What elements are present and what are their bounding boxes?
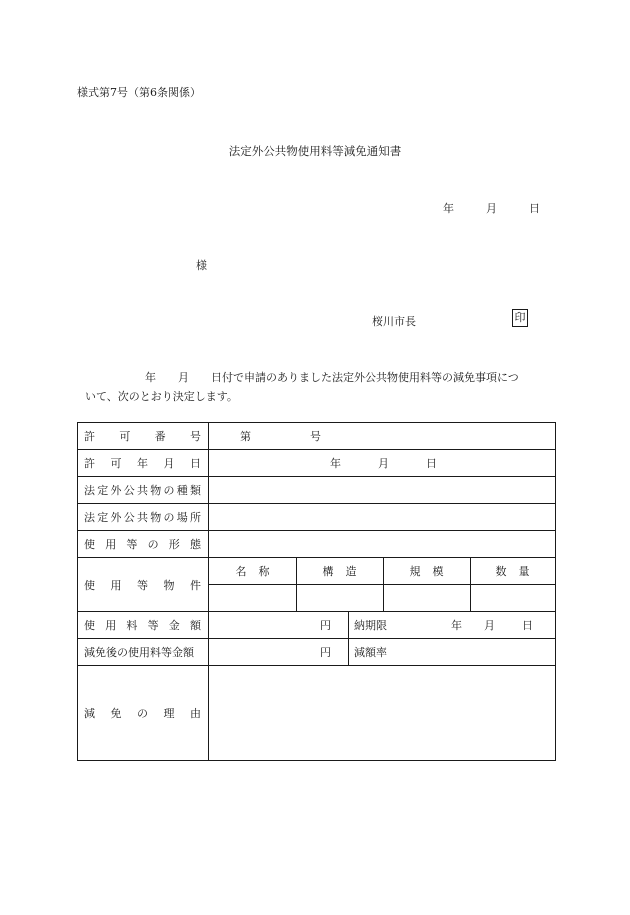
label-char: 物 (150, 484, 162, 497)
permit-number-prefix: 第 (240, 430, 251, 443)
reduction-rate-label: 減額率 (354, 646, 387, 659)
label-char: 許 (84, 457, 95, 470)
row-reason (78, 666, 555, 760)
label-char: 法 (84, 484, 95, 497)
row-usage-object (78, 558, 555, 612)
row-kind (78, 477, 555, 504)
object-col-structure (296, 558, 383, 584)
document-title: 法定外公共物使用料等減免通知書 (228, 144, 402, 158)
label-char: 外 (110, 484, 122, 497)
label-char: 号 (189, 430, 201, 443)
label-char: 用 (105, 538, 117, 551)
label-char: 外 (110, 511, 122, 524)
label-char: 額 (189, 619, 201, 632)
label-char: 用 (110, 578, 122, 592)
label-char: 用 (105, 619, 117, 632)
label-char: の (147, 538, 159, 551)
row-label-text (84, 577, 201, 593)
object-col-name (209, 558, 296, 584)
label-reason (78, 666, 209, 760)
row-label-text (84, 536, 201, 552)
label-char: 使 (84, 538, 95, 551)
notice-body (77, 368, 557, 406)
due-date-label: 納期限 (354, 619, 387, 632)
label-char: 公 (123, 511, 135, 524)
label-char: 可 (119, 430, 131, 443)
form-number: 様式第7号（第6条関係） (77, 86, 201, 99)
notice-body-line1: 年 月 日付で申請のありました法定外公共物使用料等の減免事項につ (145, 371, 519, 384)
row-label-text (84, 509, 201, 525)
issuer-name: 桜川市長 (372, 315, 416, 328)
column-header-text: 数量 (495, 565, 542, 578)
label-char: 定 (97, 511, 109, 524)
row-fee (78, 612, 555, 639)
label-char: 減 (84, 707, 95, 720)
label-char: 物 (163, 578, 175, 592)
object-header-divider (209, 584, 555, 585)
label-char: 等 (147, 619, 159, 632)
row-label-text (84, 617, 201, 633)
permit-number-suffix: 号 (310, 430, 321, 443)
label-char: 共 (137, 484, 148, 497)
row-permit-date (78, 450, 555, 477)
label-char: 月 (163, 457, 175, 470)
label-char: 金 (168, 619, 180, 632)
permit-date-year: 年 (330, 457, 341, 470)
notice-form-table (77, 422, 556, 761)
label-fee (78, 612, 209, 638)
label-usage-form (78, 531, 209, 557)
label-char: 所 (190, 511, 201, 524)
label-char: 由 (190, 707, 201, 720)
row-fee-after (78, 639, 555, 666)
label-char: 使 (84, 619, 95, 632)
date-month: 月 (486, 202, 497, 215)
label-permit-number (78, 423, 209, 449)
label-char: 公 (123, 484, 135, 497)
row-label-text (84, 455, 201, 471)
label-char: 等 (126, 538, 138, 551)
fee-after-divider (348, 639, 349, 665)
label-char: 使 (84, 578, 95, 592)
label-char: 理 (163, 707, 175, 720)
label-permit-date (78, 450, 209, 476)
due-date-month: 月 (484, 619, 495, 632)
label-usage-object (78, 558, 209, 611)
label-char: 形 (168, 538, 180, 551)
fee-divider (348, 612, 349, 638)
label-char: 免 (110, 707, 122, 720)
due-date-day: 日 (522, 619, 533, 632)
label-kind (78, 477, 209, 503)
column-header-text: 名称 (235, 565, 282, 578)
label-char: 態 (189, 538, 201, 551)
fee-after-unit: 円 (320, 646, 331, 659)
issue-date (443, 200, 540, 216)
label-char: 物 (150, 511, 162, 524)
label-location (78, 504, 209, 530)
row-location (78, 504, 555, 531)
label-char: 許 (84, 430, 95, 443)
notice-body-line2: いて、次のとおり決定します。 (85, 390, 238, 403)
due-date-year: 年 (451, 619, 462, 632)
date-year: 年 (443, 202, 454, 215)
label-char: 年 (137, 457, 148, 470)
date-day: 日 (529, 202, 540, 215)
label-char: 等 (137, 578, 148, 592)
row-label-text (84, 482, 201, 498)
label-char: 定 (97, 484, 109, 497)
label-char: 類 (190, 484, 201, 497)
label-char: 可 (110, 457, 122, 470)
label-char: の (137, 707, 148, 720)
row-label-text (84, 428, 201, 444)
label-char: 件 (190, 578, 201, 592)
label-char: 種 (176, 484, 188, 497)
row-label-text (84, 705, 201, 721)
seal-mark: 印 (512, 309, 528, 327)
column-header-text: 規模 (409, 565, 456, 578)
addressee-suffix: 様 (196, 259, 207, 272)
label-char: 料 (126, 619, 138, 632)
label-char: 共 (137, 511, 148, 524)
fee-unit: 円 (320, 619, 331, 632)
object-col-quantity (470, 558, 555, 584)
permit-date-month: 月 (378, 457, 389, 470)
row-usage-form (78, 531, 555, 558)
label-char: の (163, 511, 175, 524)
label-char: 場 (176, 511, 188, 524)
label-char: 番 (154, 430, 166, 443)
permit-date-day: 日 (426, 457, 437, 470)
row-permit-number (78, 423, 555, 450)
column-header-text: 構造 (322, 565, 369, 578)
label-fee-after: 減免後の使用料等金額 (78, 639, 209, 665)
label-char: の (163, 484, 175, 497)
label-char: 法 (84, 511, 95, 524)
object-col-scale (383, 558, 470, 584)
label-char: 日 (190, 457, 201, 470)
